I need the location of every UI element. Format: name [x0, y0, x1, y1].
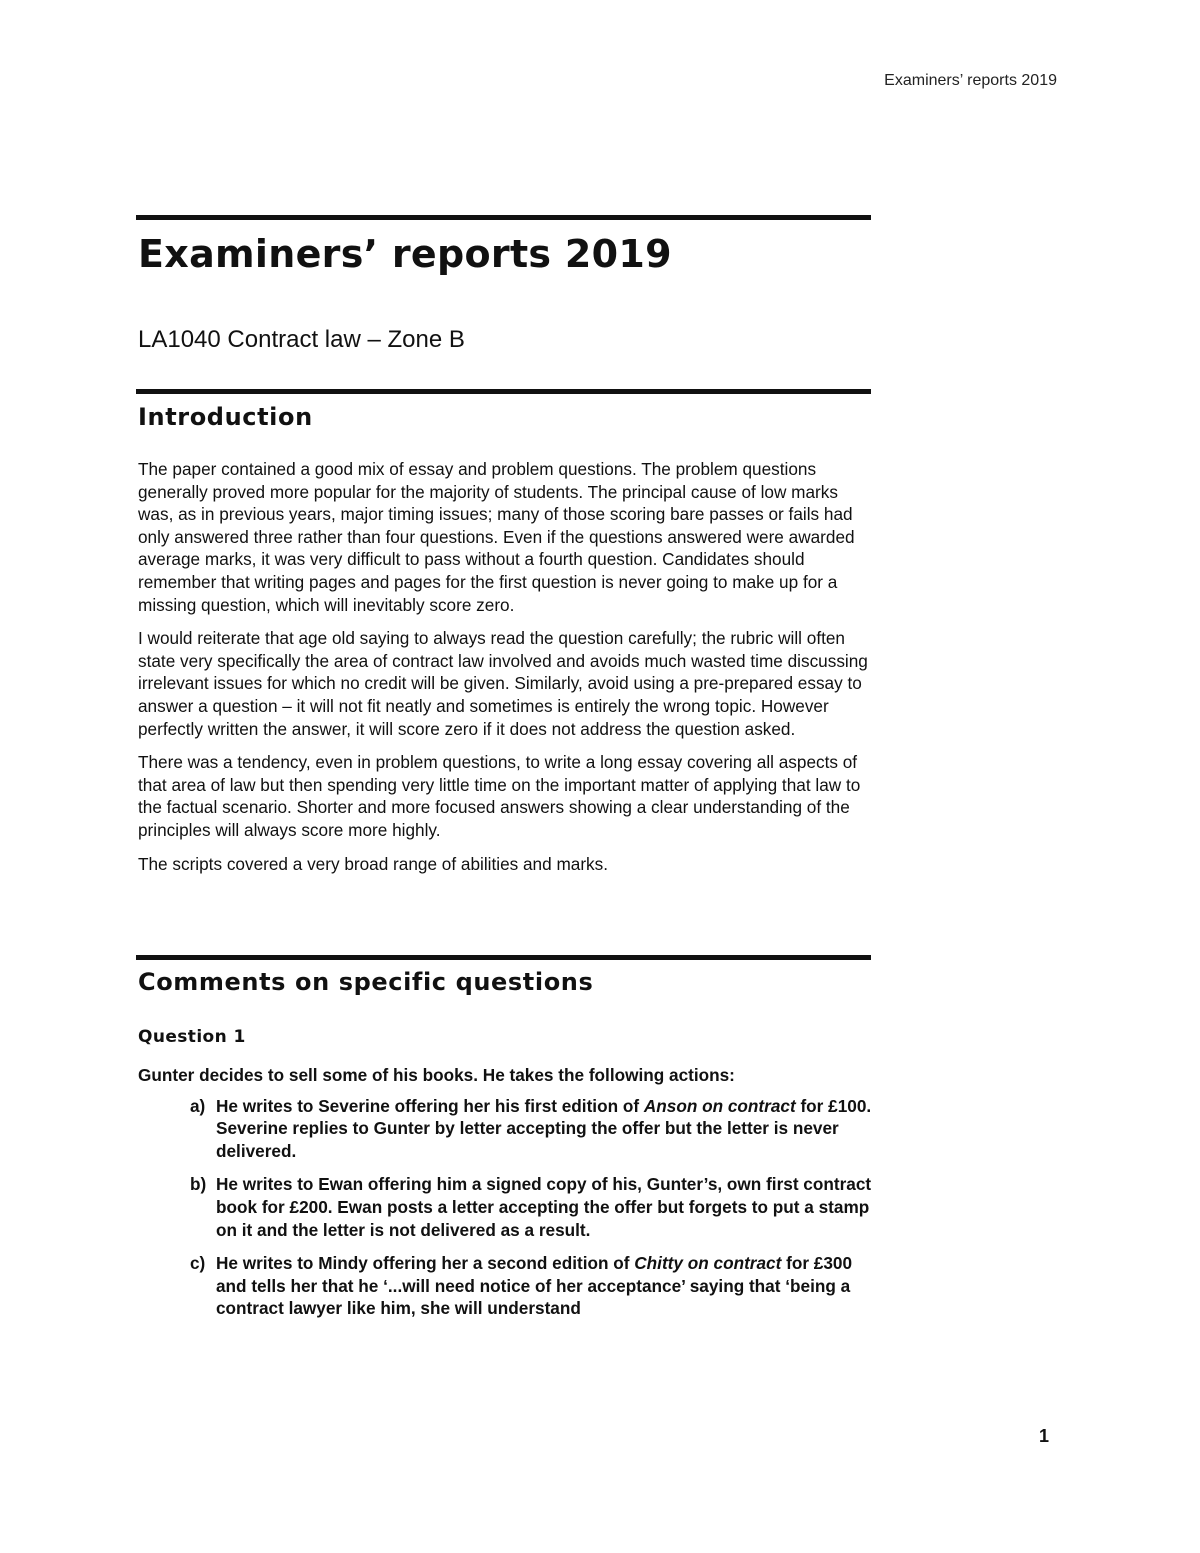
- comments-heading: Comments on specific questions: [138, 968, 594, 996]
- item-text: for £100. Severine replies to Gunter by letter accepting the offer but the letter is never delivered.: [216, 1095, 872, 1161]
- item-text: He writes to Ewan offering him a signed copy of his, Gunter’s, own first contract book for £200. Ewan posts a letter accepting the offer but forgets to put a stamp on it and the letter is not delivered as a result.: [216, 1174, 872, 1240]
- intro-paragraph: I would reiterate that age old saying to always read the question carefully; the rubric will often state very specifically the area of contract law involved and avoids much wasted time discussing irrelevant issues for which no credit will be given. Similarly, avoid using a pre-prepared essay to answer a question – it will not fit neatly and sometimes is entirely the wrong topic. However perfectly written the answer, it will score zero if it does not address the question asked.: [138, 628, 868, 739]
- intro-paragraph: The paper contained a good mix of essay and problem questions. The problem questions generally proved more popular for the majority of students. The principal cause of low marks was, as in previous years, major timing issues; many of those scoring bare passes or fails had only answered three rather than four questions. Even if the questions answered were awarded average marks, it was very difficult to pass without a fourth question. Candidates should remember that writing pages and pages for the first question is never going to make up for a missing question, which will inevitably score zero.: [138, 459, 855, 615]
- document-subtitle: LA1040 Contract law – Zone B: [138, 326, 465, 353]
- item-book-title: Chitty on contract: [634, 1253, 782, 1274]
- question-item: [138, 1095, 881, 1163]
- item-text: He writes to Severine offering her his first edition of: [216, 1095, 644, 1116]
- item-marker: a): [190, 1095, 206, 1116]
- introduction-rule: [136, 389, 871, 394]
- question-item: [138, 1173, 881, 1241]
- intro-paragraph: The scripts covered a very broad range of abilities and marks.: [138, 853, 609, 874]
- document-title: Examiners’ reports 2019: [138, 232, 672, 276]
- intro-paragraph: There was a tendency, even in problem questions, to write a long essay covering all aspects of that area of law but then spending very little time on the important matter of applying that law to the factual scenario. Shorter and more focused answers showing a clear understanding of the principles will always score more highly.: [138, 752, 861, 840]
- introduction-heading: Introduction: [138, 403, 313, 431]
- item-marker: c): [190, 1253, 206, 1274]
- item-book-title: Anson on contract: [643, 1095, 796, 1116]
- question-label: Question 1: [138, 1027, 246, 1047]
- introduction-body: [138, 458, 873, 886]
- question-1-text: [138, 1064, 883, 1331]
- title-rule: [136, 215, 871, 220]
- page-number: 1: [1039, 1426, 1050, 1446]
- question-item: [138, 1252, 881, 1320]
- question-items: [138, 1095, 883, 1320]
- running-header: Examiners’ reports 2019: [884, 72, 1057, 89]
- comments-rule: [136, 955, 871, 960]
- item-text: He writes to Mindy offering her a second edition of: [216, 1253, 635, 1274]
- item-marker: b): [190, 1174, 207, 1195]
- item-text: for £300 and tells her that he ‘...will need notice of her acceptance’ saying that ‘being a contract lawyer like him, she will understand: [216, 1253, 853, 1319]
- question-lead: Gunter decides to sell some of his books. He takes the following actions:: [138, 1065, 735, 1085]
